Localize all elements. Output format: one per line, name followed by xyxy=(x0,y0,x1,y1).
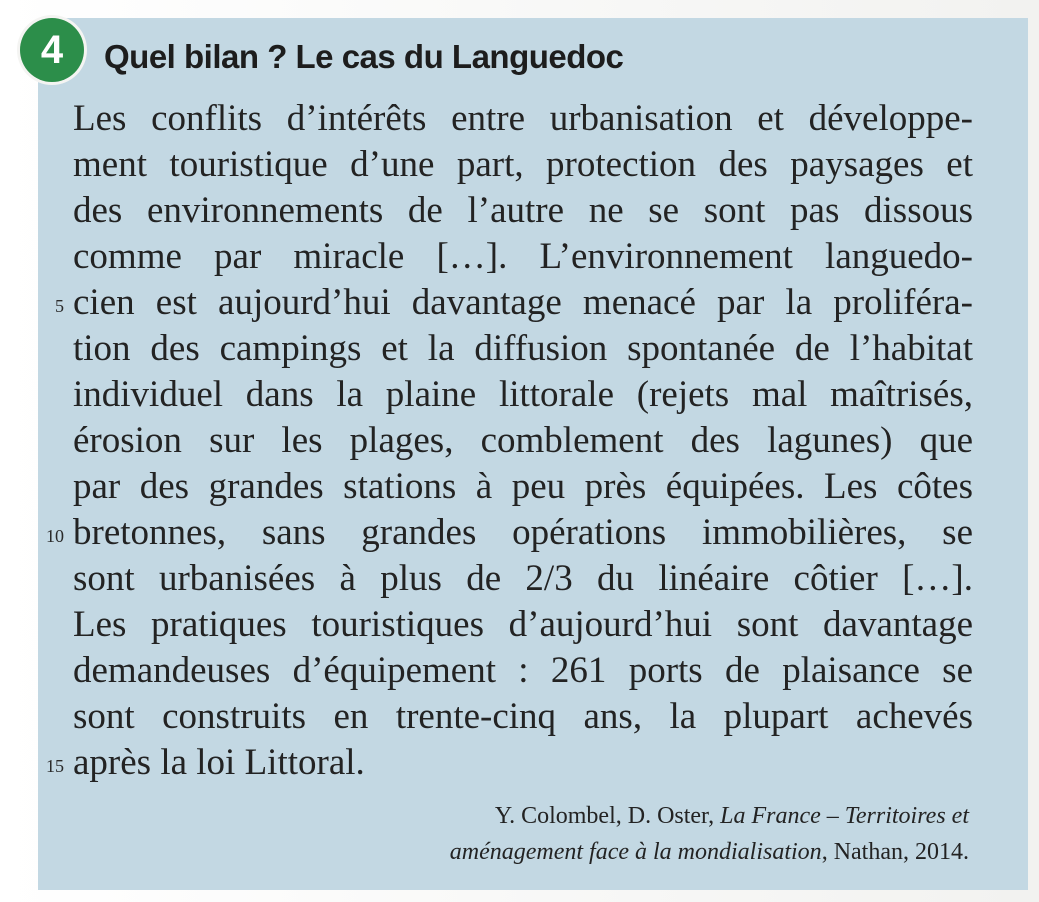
line-number: 5 xyxy=(55,296,64,316)
text-line: ment touristique d’une part, protection des paysages et xyxy=(73,144,973,185)
text-line: après la loi Littoral. xyxy=(73,742,365,783)
text-line: sont construits en trente-cinq ans, la plupart achevés xyxy=(73,696,973,737)
source-authors: Y. Colombel, D. Oster, xyxy=(494,803,715,829)
text-line: cien est aujourd’hui davantage menacé par la proliféra- xyxy=(73,282,973,323)
text-line: sont urbanisées à plus de 2/3 du linéaire côtier […]. xyxy=(73,558,973,599)
line-number: 15 xyxy=(46,756,64,776)
source-line-1 xyxy=(450,798,969,834)
text-line: Les pratiques touristiques d’aujourd’hui sont davantage xyxy=(73,604,973,645)
source-line-2 xyxy=(450,834,969,870)
text-line: tion des campings et la diffusion spontanée de l’habitat xyxy=(73,328,973,369)
source-publisher: , Nathan, 2014. xyxy=(821,839,969,865)
text-line: demandeuses d’équipement : 261 ports de plaisance se xyxy=(73,650,973,691)
document-number-badge: 4 xyxy=(20,18,84,82)
text-line: des environnements de l’autre ne se sont pas dissous xyxy=(73,190,973,231)
source-citation xyxy=(450,798,969,870)
document-text xyxy=(73,96,973,786)
text-line: individuel dans la plaine littorale (rejets mal maîtrisés, xyxy=(73,374,973,415)
text-line: érosion sur les plages, comblement des lagunes) que xyxy=(73,420,973,461)
text-line: comme par miracle […]. L’environnement languedo- xyxy=(73,236,973,277)
text-line: par des grandes stations à peu près équipées. Les côtes xyxy=(73,466,973,507)
text-line: Les conflits d’intérêts entre urbanisation et développe- xyxy=(73,98,973,139)
source-book-title-1: La France – Territoires et xyxy=(720,803,969,829)
source-book-title-2: aménagement face à la mondialisation xyxy=(449,839,822,865)
text-line: bretonnes, sans grandes opérations immobilières, se xyxy=(73,512,973,553)
document-title: Quel bilan ? Le cas du Languedoc xyxy=(104,38,624,75)
line-number: 10 xyxy=(46,526,64,546)
